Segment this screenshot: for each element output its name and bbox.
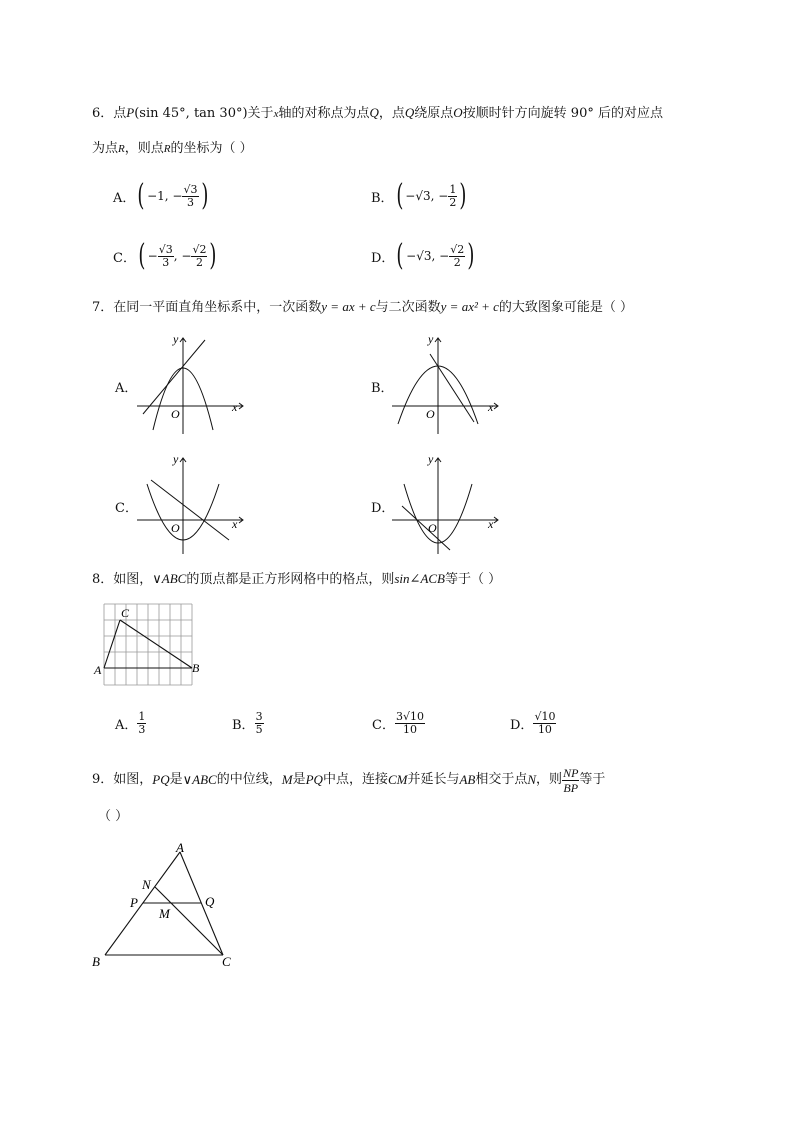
q9-text-part: 相交于点: [475, 772, 528, 787]
origin-label: O: [171, 521, 180, 535]
q8-option-d[interactable]: [510, 706, 556, 740]
y-label: y: [173, 452, 179, 466]
q9-text-part: 是: [292, 772, 306, 787]
q7-graph-d[interactable]: [390, 450, 505, 558]
q9-text-part: 9．如图，: [92, 772, 153, 787]
q6-line1: [92, 104, 663, 123]
x-label: x: [232, 517, 238, 531]
fraction-np-bp: [562, 766, 579, 795]
paren-right: ): [200, 178, 208, 213]
option-label: A．: [115, 717, 138, 733]
q6-line2: [92, 140, 253, 158]
var-o: O: [453, 105, 463, 120]
q6-text: 为点: [92, 141, 119, 156]
denominator: 10: [537, 722, 552, 736]
fraction: [533, 711, 556, 736]
q7-option-d-label[interactable]: D．: [371, 501, 395, 516]
option-label: D．: [510, 717, 534, 733]
option-label: A．: [113, 190, 136, 206]
segment-pq: PQ: [305, 772, 323, 787]
point-p-label: P: [130, 895, 138, 910]
origin-label: O: [428, 521, 437, 535]
option-label: B．: [232, 717, 255, 733]
numerator: NP: [563, 765, 579, 780]
quadratic-function: y = ax² + c: [440, 299, 499, 314]
point-n-label: N: [142, 877, 151, 892]
denominator: 3: [186, 195, 194, 209]
paren-left: (: [395, 178, 403, 213]
q6-text: 绕原点: [414, 106, 454, 121]
q8-grid-figure: [93, 598, 205, 692]
numerator: √2: [192, 242, 207, 256]
option-label: C．: [113, 250, 136, 266]
var-p: P: [126, 105, 135, 120]
q6-text: ，则点: [124, 141, 164, 156]
q6-text: 的坐标为（ ）: [170, 141, 253, 156]
q7-graph-c[interactable]: [135, 450, 250, 558]
numerator: 1: [138, 709, 146, 723]
var-q: Q: [369, 105, 379, 120]
paren-left: (: [396, 238, 404, 273]
denominator: 2: [449, 195, 457, 209]
q7-text-part: 的大致图象可能是（ ）: [498, 300, 634, 315]
fraction: [448, 184, 457, 209]
point-c-label: C: [222, 954, 231, 969]
denominator: 5: [255, 722, 263, 736]
point-b-label: B: [92, 954, 100, 969]
fraction: [158, 244, 174, 269]
x-label: x: [232, 400, 238, 414]
origin-label: O: [171, 407, 180, 421]
q7-text-part: 与二次函数: [375, 300, 441, 315]
q7-text-part: 7．在同一平面直角坐标系中，一次函数: [92, 300, 322, 315]
var-m: M: [281, 772, 293, 787]
q6-option-d[interactable]: [371, 236, 477, 276]
q9-text-part: ，则: [536, 772, 563, 787]
denominator: 3: [162, 255, 170, 269]
option-text: −1, −: [147, 189, 183, 203]
option-label: C．: [372, 717, 395, 733]
q7-option-c-label[interactable]: C．: [115, 501, 138, 516]
q6-text: 按顺时针方向旋转 90° 后的对应点: [462, 106, 663, 121]
line-graph: [143, 340, 205, 414]
fraction: [255, 711, 264, 736]
q7-option-a-label[interactable]: A．: [115, 381, 138, 396]
option-label: B．: [371, 190, 394, 206]
numerator: √2: [450, 242, 465, 256]
point-m-label: M: [159, 906, 170, 921]
denominator: 2: [195, 255, 203, 269]
q9-text-part: 中点，连接: [322, 772, 388, 787]
numerator: 3: [255, 709, 263, 723]
option-text: −√3, −: [405, 189, 449, 203]
q7-option-b-label[interactable]: B．: [371, 381, 394, 396]
grid-lines: [104, 604, 192, 685]
y-label: y: [173, 332, 179, 346]
line-graph: [430, 354, 474, 422]
q8-option-c[interactable]: [372, 706, 425, 740]
linear-function: y = ax + c: [321, 299, 376, 314]
var-n: N: [527, 772, 537, 787]
option-text: −: [147, 249, 158, 263]
q8-text-part: 等于（ ）: [445, 572, 502, 587]
q9-text-part: 并延长与: [407, 772, 460, 787]
point-a-label: A: [176, 840, 184, 855]
q8-text-part: 8．如图，: [92, 572, 153, 587]
sin-expression: sin∠ACB: [394, 571, 445, 586]
fraction: [182, 184, 198, 209]
paren-right: ): [459, 178, 467, 213]
option-text: −√3, −: [406, 249, 450, 263]
denominator: BP: [563, 780, 579, 795]
var-r: R: [163, 143, 171, 155]
origin-label: O: [426, 407, 435, 421]
var-q: Q: [404, 105, 415, 120]
q9-text-part: 的中位线，: [216, 772, 282, 787]
fraction: [395, 711, 425, 736]
y-label: y: [428, 332, 434, 346]
numerator: 3√10: [395, 709, 424, 723]
paren-left: (: [137, 178, 145, 213]
q6-number: 6．点: [92, 106, 127, 121]
paren-left: (: [138, 238, 146, 273]
q7-graph-a[interactable]: [135, 330, 250, 438]
var-r: R: [118, 143, 125, 155]
x-label: x: [488, 517, 494, 531]
var-x: x: [273, 108, 279, 120]
q9-answer-blank: （ ）: [98, 809, 129, 824]
numerator: √10: [534, 709, 556, 723]
point-c-label: C: [121, 606, 130, 620]
q6-text: 关于: [247, 106, 274, 121]
fraction: [191, 244, 207, 269]
paren-right: ): [467, 238, 475, 273]
denominator: 2: [453, 255, 461, 269]
paren-right: ): [209, 238, 217, 273]
point-b-label: B: [192, 661, 200, 675]
q6-text: ，点: [378, 106, 405, 121]
q6-option-c[interactable]: [113, 236, 219, 276]
q6-option-a[interactable]: [113, 176, 210, 216]
option-text: , −: [173, 249, 192, 263]
q6-coords: (sin 45°, tan 30°): [134, 106, 248, 121]
q7-text: [92, 298, 633, 317]
q8-option-b[interactable]: [232, 706, 264, 740]
q7-graph-b[interactable]: [390, 330, 505, 438]
numerator: √3: [158, 242, 173, 256]
q8-text-part: 的顶点都是正方形网格中的格点，则: [186, 572, 395, 587]
q6-text: 轴的对称点为点: [278, 106, 370, 121]
triangle-symbol: ∨ABC: [152, 571, 187, 586]
triangle-symbol: ∨ABC: [182, 772, 217, 787]
option-label: D．: [371, 250, 395, 266]
q9-text-part: 等于: [579, 772, 606, 787]
denominator: 10: [402, 722, 417, 736]
numerator: 1: [449, 182, 457, 196]
q9-text: [92, 762, 605, 798]
q8-text: [92, 570, 501, 589]
segment-ab: AB: [459, 772, 476, 787]
point-a-label: A: [94, 663, 102, 677]
numerator: √3: [183, 182, 198, 196]
q9-triangle-figure: [88, 838, 248, 973]
q6-option-b[interactable]: [371, 176, 469, 216]
denominator: 3: [138, 722, 146, 736]
fraction: [137, 711, 146, 736]
segment-cm: CM: [387, 772, 408, 787]
q9-text-part: 是: [169, 772, 183, 787]
q8-option-a[interactable]: [115, 706, 146, 740]
point-q-label: Q: [205, 894, 215, 909]
x-label: x: [488, 400, 494, 414]
fraction: [449, 244, 465, 269]
y-label: y: [428, 452, 434, 466]
segment-pq: PQ: [152, 772, 170, 787]
line-graph: [402, 506, 450, 550]
